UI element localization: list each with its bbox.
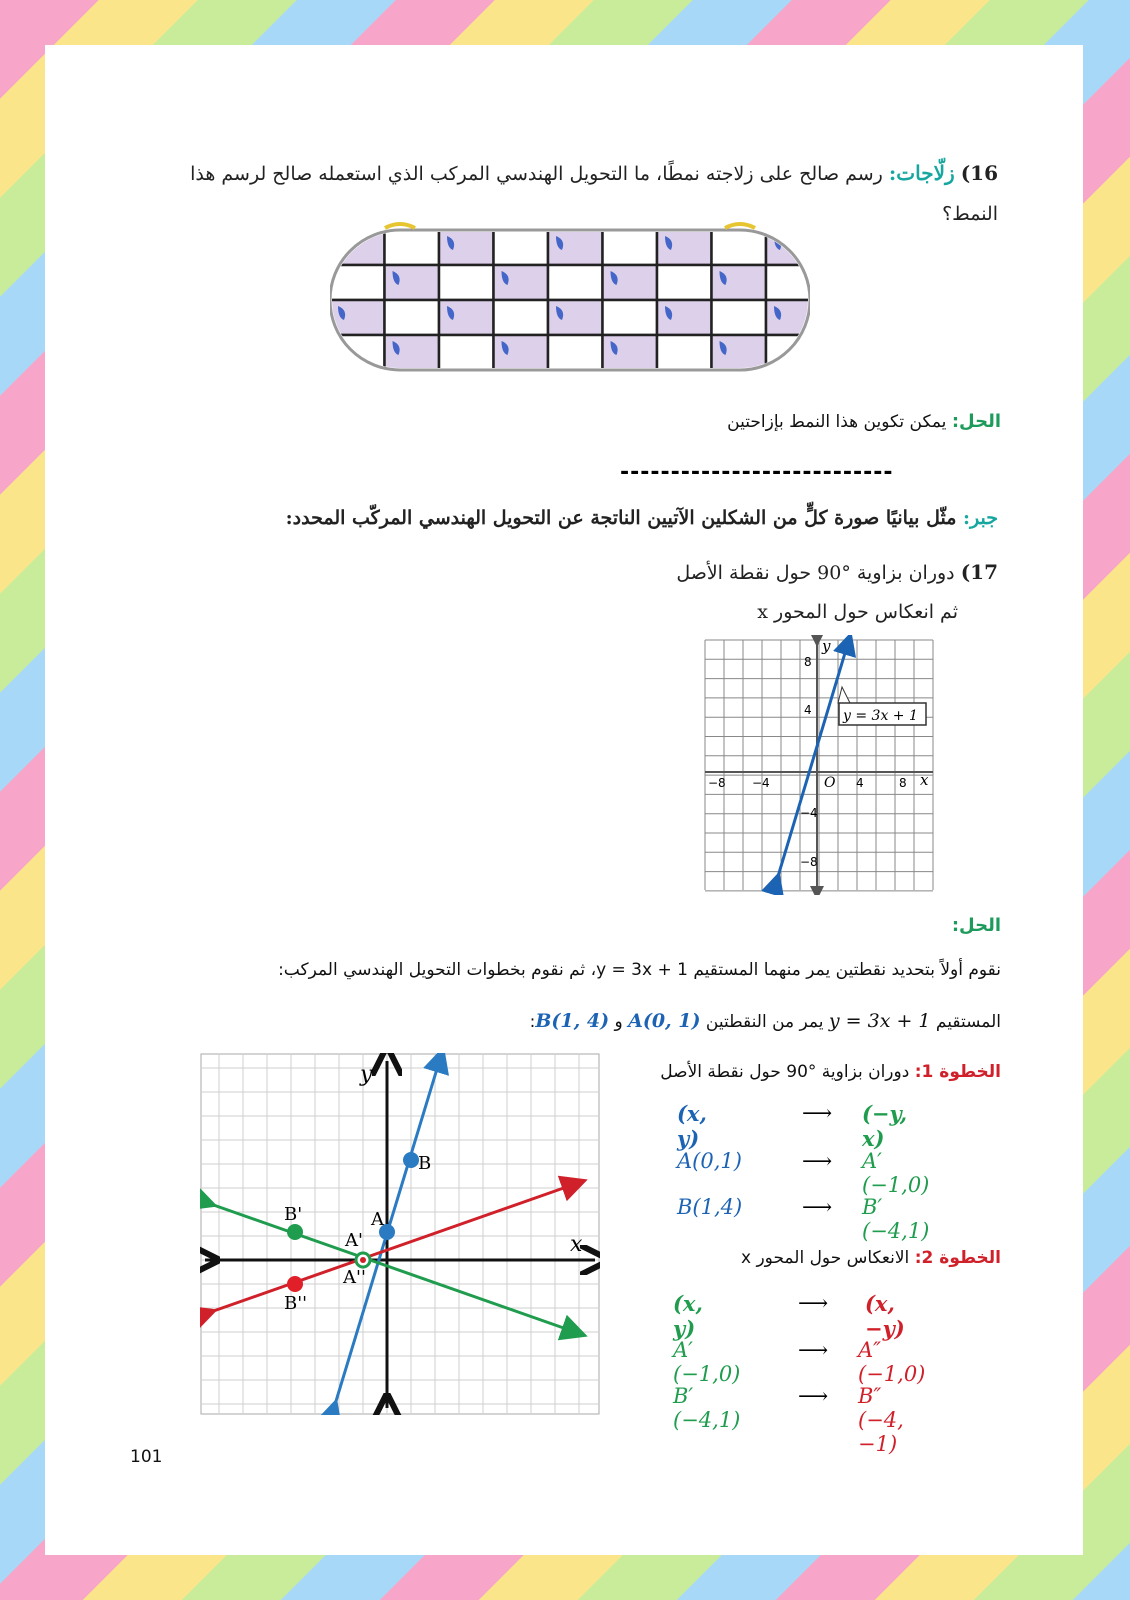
point-b-dot [403,1152,419,1168]
q17-line2: ثم انعكاس حول المحور x [757,601,958,623]
step2-label: الخطوة 2: [914,1248,1001,1268]
q17-tick-x-8: 8 [899,776,907,790]
q17-tick-x-neg4: −4 [752,776,770,790]
q17-graph [700,635,940,895]
step1-row2-arrow: ⟶ [802,1149,833,1173]
q17-y-label: y [822,637,831,655]
points-and: و [614,1012,623,1032]
step2-text: الانعكاس حول المحور x [741,1248,910,1268]
label-b: B [418,1153,432,1174]
step1-row3-to: B′(−4,1) [862,1195,930,1243]
step2-row3-arrow: ⟶ [798,1384,829,1408]
step1-heading [660,1062,1001,1082]
q17-tick-y-8: 8 [804,655,812,669]
algebra-label: جبر: [963,507,998,529]
step1-row1-to: (−y, x) [862,1101,908,1151]
label-a: A [371,1209,384,1230]
point-a: A(0, 1) [628,1010,701,1032]
points-middle: يمر من النقطتين [705,1012,824,1032]
point-b: B(1, 4) [535,1010,610,1032]
q17-tick-y-4: 4 [804,703,812,717]
q17-tick-x-4: 4 [856,776,864,790]
step1-label: الخطوة 1: [914,1062,1001,1082]
q16-solution-label: الحل: [951,411,1001,432]
step1-row1-from: (x, y) [677,1101,707,1151]
label-b1: B' [284,1204,303,1225]
snowboard-pattern [330,220,810,380]
q17-tick-y-neg8: −8 [800,855,818,869]
point-b1-dot [287,1224,303,1240]
q17-number: 17) [960,560,998,584]
q17-text1: دوران بزاوية °90 حول نقطة الأصل [676,562,955,584]
step2-row3-to: B″(−4, −1) [858,1384,904,1456]
sol-y-label: y [360,1062,373,1087]
q16-number: 16) [960,161,998,185]
q17-solution-label [952,915,1001,936]
q17-solution-label-text: الحل: [951,915,1001,936]
step2-row1-arrow: ⟶ [798,1291,829,1315]
q16-label: زلّاجات: [888,161,955,185]
algebra-heading [118,507,998,529]
step2-row1-to: (x, −y) [865,1291,905,1341]
step2-row1-from: (x, y) [673,1291,703,1341]
solution-graph [200,1053,600,1415]
step2-row2-to: A″(−1,0) [858,1338,926,1386]
q17-x-label: x [920,771,929,789]
page [45,45,1083,1555]
q16-solution [727,411,1001,432]
q17-points-line [121,1010,1001,1032]
divider: --------------------------- [620,460,894,485]
points-prefix: المستقيم [935,1012,1001,1032]
points-equation: y = 3x + 1 [828,1010,931,1032]
points-suffix: : [529,1012,536,1032]
step1-row1-arrow: ⟶ [802,1101,833,1125]
q16-solution-text: يمكن تكوين هذا النمط بإزاحتين [727,412,947,432]
label-a2: A'' [343,1267,366,1288]
q17-intro: نقوم أولاً بتحديد نقطتين يمر منهما المستقيم y = 3x + 1، ثم نقوم بخطوات التحويل الهندسي المركب: [278,960,1001,980]
label-a1: A' [345,1230,363,1251]
step2-row3-from: B′ (−4,1) [673,1384,741,1432]
point-b2-dot [287,1276,303,1292]
q17-tick-y-neg4: −4 [800,806,818,820]
step2-row2-arrow: ⟶ [798,1338,829,1362]
q17-equation-label: y = 3x + 1 [843,708,918,724]
step2-heading [741,1248,1001,1268]
step1-row2-to: A′(−1,0) [862,1149,930,1197]
label-b2: B'' [284,1293,308,1314]
algebra-text: مثّل بيانيًا صورة كلٍّ من الشكلين الآتيين الناتجة عن التحويل الهندسي المركّب المحدد: [285,507,957,529]
page-number: 101 [130,1447,163,1467]
step1-text: دوران بزاوية °90 حول نقطة الأصل [660,1062,910,1082]
q17-line1 [676,560,998,584]
step1-row3-arrow: ⟶ [802,1195,833,1219]
step2-row2-from: A′(−1,0) [673,1338,741,1386]
q17-origin: O [824,775,836,791]
q17-tick-x-neg8: −8 [708,776,726,790]
sol-x-label: x [570,1232,583,1257]
q16-question: رسم صالح على زلاجته نمطًا، ما التحويل الهندسي المركب الذي استعمله صالح لرسم هذا النمط؟ [190,163,998,225]
step1-row3-from: B(1,4) [677,1195,743,1219]
step1-row2-from: A(0,1) [677,1149,742,1173]
